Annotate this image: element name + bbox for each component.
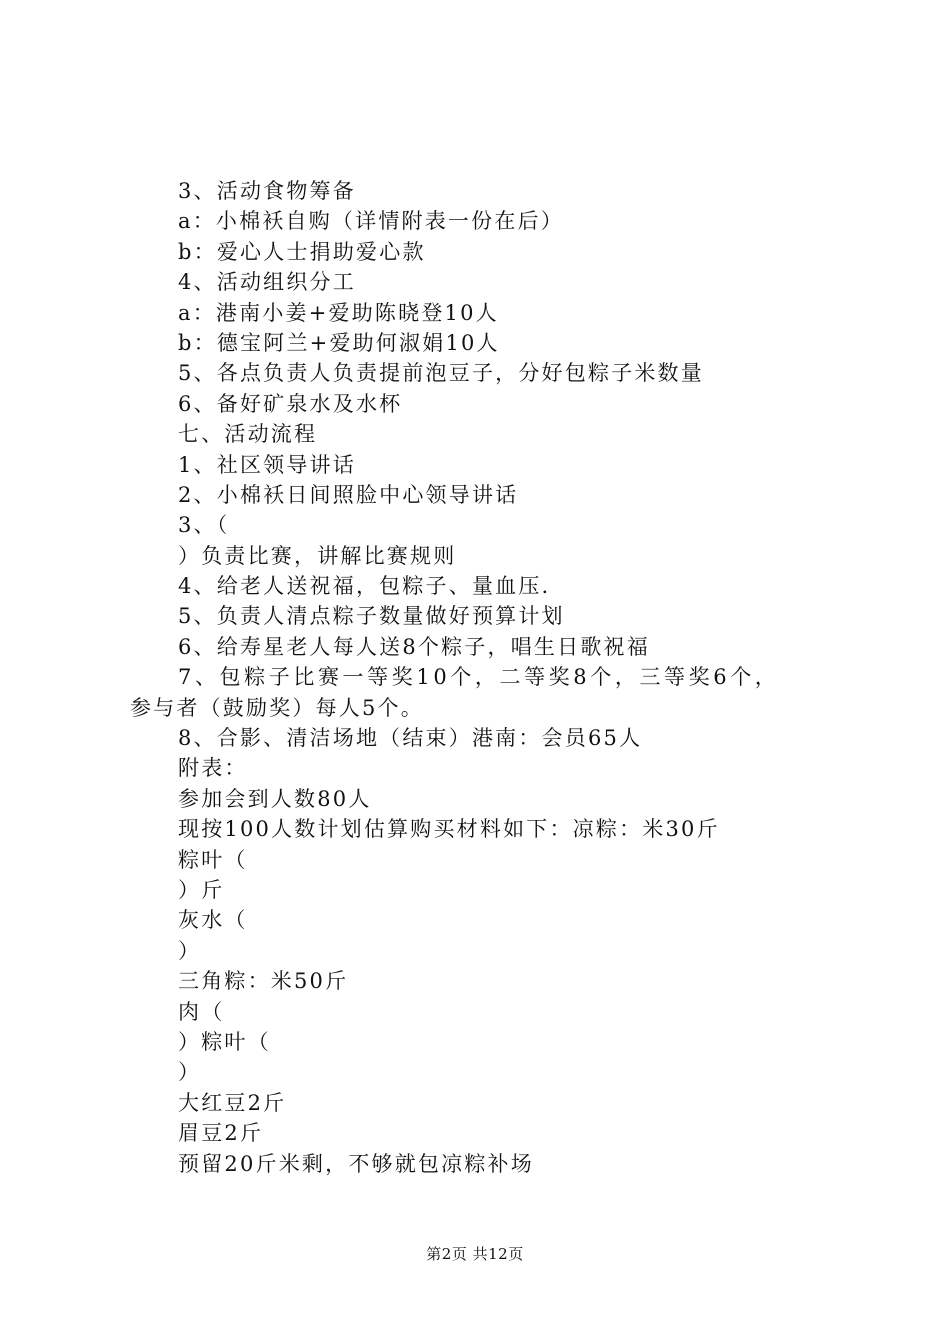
text-line: 灰水（ [178, 908, 248, 933]
text-line: b：德宝阿兰+爱助何淑娟10人 [178, 330, 500, 355]
document-body [130, 176, 830, 1179]
text-line: 5、各点负责人负责提前泡豆子，分好包粽子米数量 [178, 361, 704, 386]
page-footer: 第2页 共12页 [426, 1245, 524, 1263]
text-line: ）斤 [178, 877, 225, 902]
text-line: 3、活动食物筹备 [178, 179, 356, 203]
text-line: a：小棉袄自购（详情附表一份在后） [178, 209, 564, 234]
text-line: 现按100人数计划估算购买材料如下：凉粽：米30斤 [178, 817, 720, 842]
text-line: 眉豆2斤 [178, 1121, 264, 1146]
text-line: 预留20斤米剩，不够就包凉粽补场 [178, 1151, 534, 1176]
text-line: ） [178, 938, 202, 963]
text-line: 2、小棉袄日间照脸中心领导讲话 [178, 482, 519, 507]
text-line: ） [178, 1060, 202, 1085]
text-line: 附表： [178, 756, 248, 781]
text-line: 粽叶（ [178, 847, 248, 872]
text-line: 1、社区领导讲话 [178, 452, 356, 477]
text-line: 肉（ [178, 999, 225, 1024]
text-line: 4、活动组织分工 [178, 270, 356, 295]
text-line: 参与者（鼓励奖）每人5个。 [130, 695, 424, 720]
text-line: 三角粽：米50斤 [178, 969, 349, 994]
text-line: 7、包粽子比赛一等奖10个，二等奖8个，三等奖6个， [178, 665, 780, 690]
text-line: 3、（ [178, 513, 230, 538]
text-line: ）负责比赛，讲解比赛规则 [178, 543, 457, 568]
text-line: b：爱心人士捐助爱心款 [178, 239, 426, 264]
text-line: 七、活动流程 [178, 422, 318, 447]
text-line: ）粽叶（ [178, 1029, 271, 1054]
text-line: 参加会到人数80人 [178, 786, 372, 811]
text-line: 6、备好矿泉水及水杯 [178, 391, 403, 416]
text-line: 大红豆2斤 [178, 1090, 287, 1115]
text-line: 6、给寿星老人每人送8个粽子，唱生日歌祝福 [178, 634, 650, 659]
text-line: 8、合影、清洁场地（结束）港南：会员65人 [178, 726, 643, 751]
text-line: a：港南小姜+爱助陈晓登10人 [178, 300, 499, 325]
text-line: 4、给老人送祝福，包粽子、量血压. [178, 574, 551, 599]
text-line: 5、负责人清点粽子数量做好预算计划 [178, 604, 565, 629]
